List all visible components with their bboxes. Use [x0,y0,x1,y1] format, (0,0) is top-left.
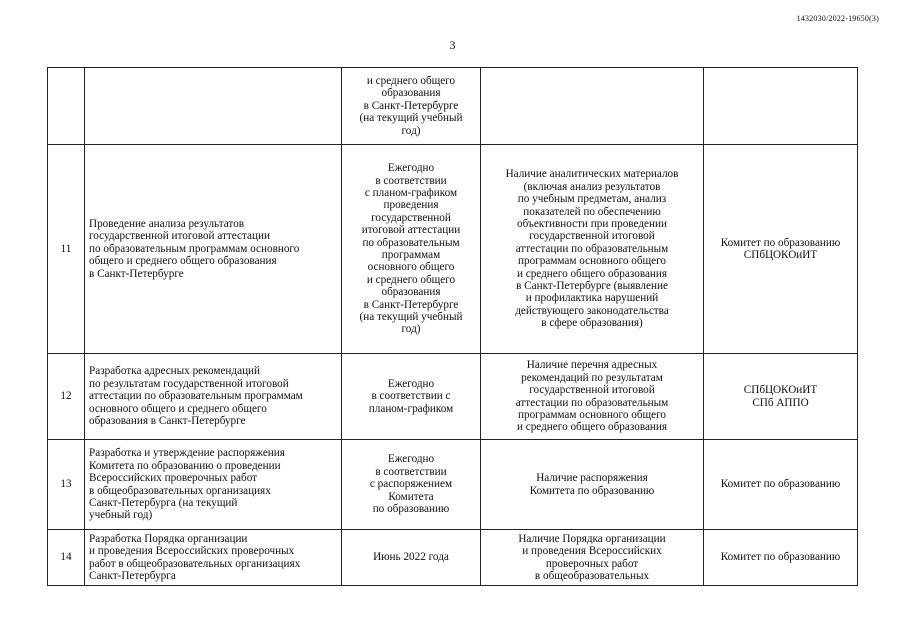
cell-text-line: по образованию [372,503,450,516]
cell-text-line: государственной итоговой [529,230,655,243]
row-number-cell: 11 [48,145,85,354]
cell-text-line: учебный год) [89,509,153,522]
cell-text-line: рекомендаций по результатам [521,371,663,384]
cell-text-line: Комитет по образованию [720,478,841,491]
cell-text-line: СПб АППО [752,396,809,409]
cell-text-line: Наличие аналитических материалов [505,168,679,181]
cell-text-line: (на текущий учебный [359,311,463,324]
table-row [48,68,858,145]
page-number: 3 [449,38,456,52]
plan-table [47,67,858,586]
cell-text-line: и среднего общего образования [516,267,668,280]
cell-text-line: образования [381,286,441,299]
cell-text-line: и проведения Всероссийских проверочных [89,545,295,558]
cell-text-line: год) [401,124,421,137]
result-cell [481,354,704,440]
cell-text-line: Комитета [388,490,434,503]
table-row [48,145,858,354]
cell-text-line: Разработка адресных рекомендаций [89,365,261,378]
cell-text-line: Наличие перечня адресных [526,359,658,372]
cell-text-line: проверочных работ [545,557,639,570]
cell-text-line: СПбЦОКОиИТ [743,249,818,261]
responsible-cell [704,440,858,530]
cell-text-line: Всероссийских проверочных работ [89,472,258,485]
cell-text-line: Наличие Порядка организации [518,532,666,545]
cell-text-line: Комитет по образованию [720,236,841,249]
cell-text-line: по образовательным программам основного [89,242,300,255]
result-cell [481,530,704,586]
cell-text-line: Разработка Порядка организации [89,532,248,545]
deadline-cell [342,440,481,530]
cell-text-line: показателей по обеспечению [523,205,661,218]
table-row [48,354,858,440]
deadline-cell [342,354,481,440]
cell-text-line: программам основного общего [518,255,666,268]
cell-text-line: общего и среднего общего образования [89,255,277,268]
cell-text-line: и проведения Всероссийских [522,545,662,558]
cell-text-line: основного общего [367,261,455,274]
cell-text-line: и среднего общего образования [516,421,668,434]
cell-text-line: программам [381,249,441,261]
cell-text-line: образования [381,87,441,100]
cell-text-line: итоговой аттестации [361,224,461,237]
row-number-cell: 13 [48,440,85,530]
cell-text-line: действующего законодательства [515,304,669,317]
document-id: 1432030/2022-19650(3) [796,14,879,23]
cell-text-line: в общеобразовательных [534,569,650,582]
cell-text-line: в сфере образования) [541,317,643,330]
cell-text-line: Ежегодно [387,377,435,390]
cell-text-line: государственной итоговой аттестации [89,230,270,243]
cell-text-line: (на текущий учебный [359,112,463,125]
result-cell [481,145,704,354]
cell-text-line: и профилактика нарушений [525,292,659,305]
cell-text-line: по образовательным [362,236,460,249]
deadline-cell [342,530,481,586]
responsible-cell [704,145,858,354]
activity-cell [85,440,342,530]
responsible-cell [704,354,858,440]
activity-cell [85,145,342,354]
cell-text-line: в общеобразовательных организациях [89,484,271,497]
cell-text-line: аттестации по образовательным [515,242,669,255]
cell-text-line: Санкт-Петербурга [89,569,176,582]
cell-text-line: работ в общеобразовательных организациях [89,557,301,570]
cell-text-line: в соответствии [375,174,447,187]
cell-text-line: государственной [371,211,451,224]
row-number-cell: 14 [48,530,85,586]
cell-text-line: Июнь 2022 года [373,551,449,564]
cell-text-line: в Санкт-Петербурге (выявление [516,280,668,293]
activity-cell [85,530,342,586]
cell-text-line: аттестации по образовательным программам [89,390,303,403]
cell-text-line: Проведение анализа результатов [89,217,245,230]
cell-text-line: объективности при проведении [517,217,667,230]
cell-text-line: в соответствии с [371,390,451,403]
result-cell [481,68,704,145]
cell-text-line: с распоряжением [369,478,453,491]
responsible-cell [704,68,858,145]
cell-text-line: Разработка и утверждение распоряжения [89,447,285,460]
cell-text-line: Комитета по образованию о проведении [89,459,281,472]
table-row [48,440,858,530]
cell-text-line: программам основного общего [518,408,666,421]
cell-text-line: Ежегодно [387,453,435,466]
cell-text-line: СПбЦОКОиИТ [743,384,818,397]
row-number-cell: 12 [48,354,85,440]
cell-text-line: с планом-графиком [364,186,458,199]
cell-text-line: по учебным предметам, анализ [517,193,667,206]
cell-text-line: Комитета по образованию [529,484,655,497]
cell-text-line: в Санкт-Петербурге [363,298,459,311]
cell-text-line: аттестации по образовательным [515,396,669,409]
activity-cell [85,354,342,440]
table-row [48,530,858,586]
cell-text-line: Комитет по образованию [720,551,841,564]
cell-text-line: (включая анализ результатов [523,180,661,193]
cell-text-line: основного общего и среднего общего [89,402,267,415]
cell-text-line: год) [401,323,421,336]
cell-text-line: Санкт-Петербурга (на текущий [89,496,238,509]
cell-text-line: по результатам государственной итоговой [89,377,289,390]
cell-text-line: в Санкт-Петербурге [363,99,459,112]
cell-text-line: государственной итоговой [529,384,655,397]
deadline-cell [342,145,481,354]
cell-text-line: в Санкт-Петербурге [89,267,184,280]
responsible-cell [704,530,858,586]
cell-text-line: планом-графиком [368,402,454,415]
activity-cell [85,68,342,145]
deadline-cell [342,68,481,145]
row-number-cell [48,68,85,145]
cell-text-line: образования в Санкт-Петербурге [89,415,246,428]
cell-text-line: проведения [383,199,439,212]
cell-text-line: Ежегодно [387,162,435,175]
cell-text-line: в соответствии [375,465,447,478]
result-cell [481,440,704,530]
cell-text-line: Наличие распоряжения [536,472,648,485]
cell-text-line: и среднего общего [366,273,456,286]
cell-text-line: и среднего общего [366,74,456,87]
